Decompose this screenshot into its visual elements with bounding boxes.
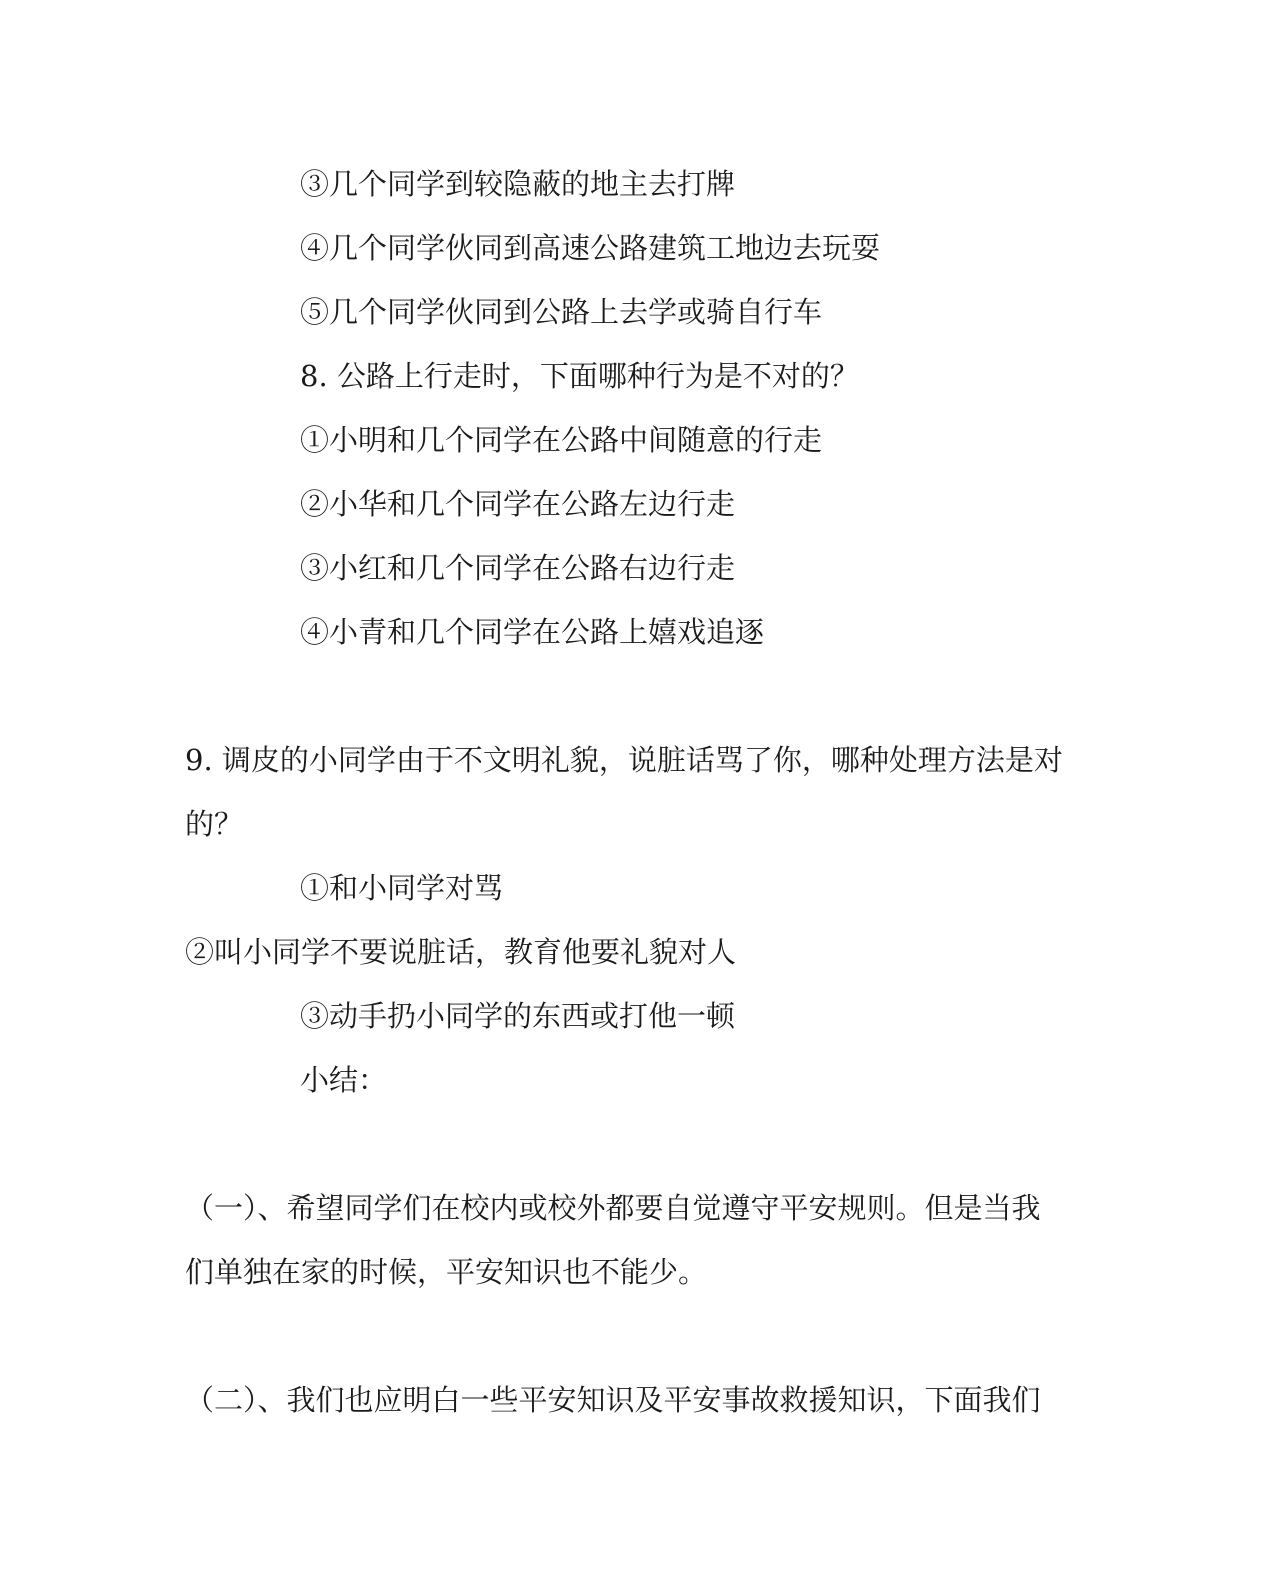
q7-option-5: ⑤几个同学伙同到公路上去学或骑自行车 [300,295,823,329]
q9-question-line-2: 的？ [185,807,244,841]
q7-option-3: ③几个同学到较隐蔽的地主去打牌 [300,167,736,201]
q9-option-3: ③动手扔小同学的东西或打他一顿 [300,999,736,1033]
q8-option-4: ④小青和几个同学在公路上嬉戏追逐 [300,615,765,649]
summary-paragraph-1-line-2: 们单独在家的时候，平安知识也不能少。 [185,1255,708,1289]
summary-label: 小结： [300,1063,388,1097]
q8-option-1: ①小明和几个同学在公路中间随意的行走 [300,423,823,457]
summary-paragraph-2-line-1: （二）、我们也应明白一些平安知识及平安事故救援知识，下面我们 [185,1383,1041,1417]
q9-option-2: ②叫小同学不要说脏话，教育他要礼貌对人 [185,935,737,969]
q8-option-2: ②小华和几个同学在公路左边行走 [300,487,736,521]
q8-option-3: ③小红和几个同学在公路右边行走 [300,551,736,585]
q8-question: 8. 公路上行走时，下面哪种行为是不对的？ [300,359,859,393]
q7-option-4: ④几个同学伙同到高速公路建筑工地边去玩耍 [300,231,881,265]
summary-paragraph-1-line-1: （一）、希望同学们在校内或校外都要自觉遵守平安规则。但是当我 [185,1191,1041,1225]
q9-option-1: ①和小同学对骂 [300,871,504,905]
q9-question-line-1: 9. 调皮的小同学由于不文明礼貌，说脏话骂了你，哪种处理方法是对 [185,743,1063,777]
